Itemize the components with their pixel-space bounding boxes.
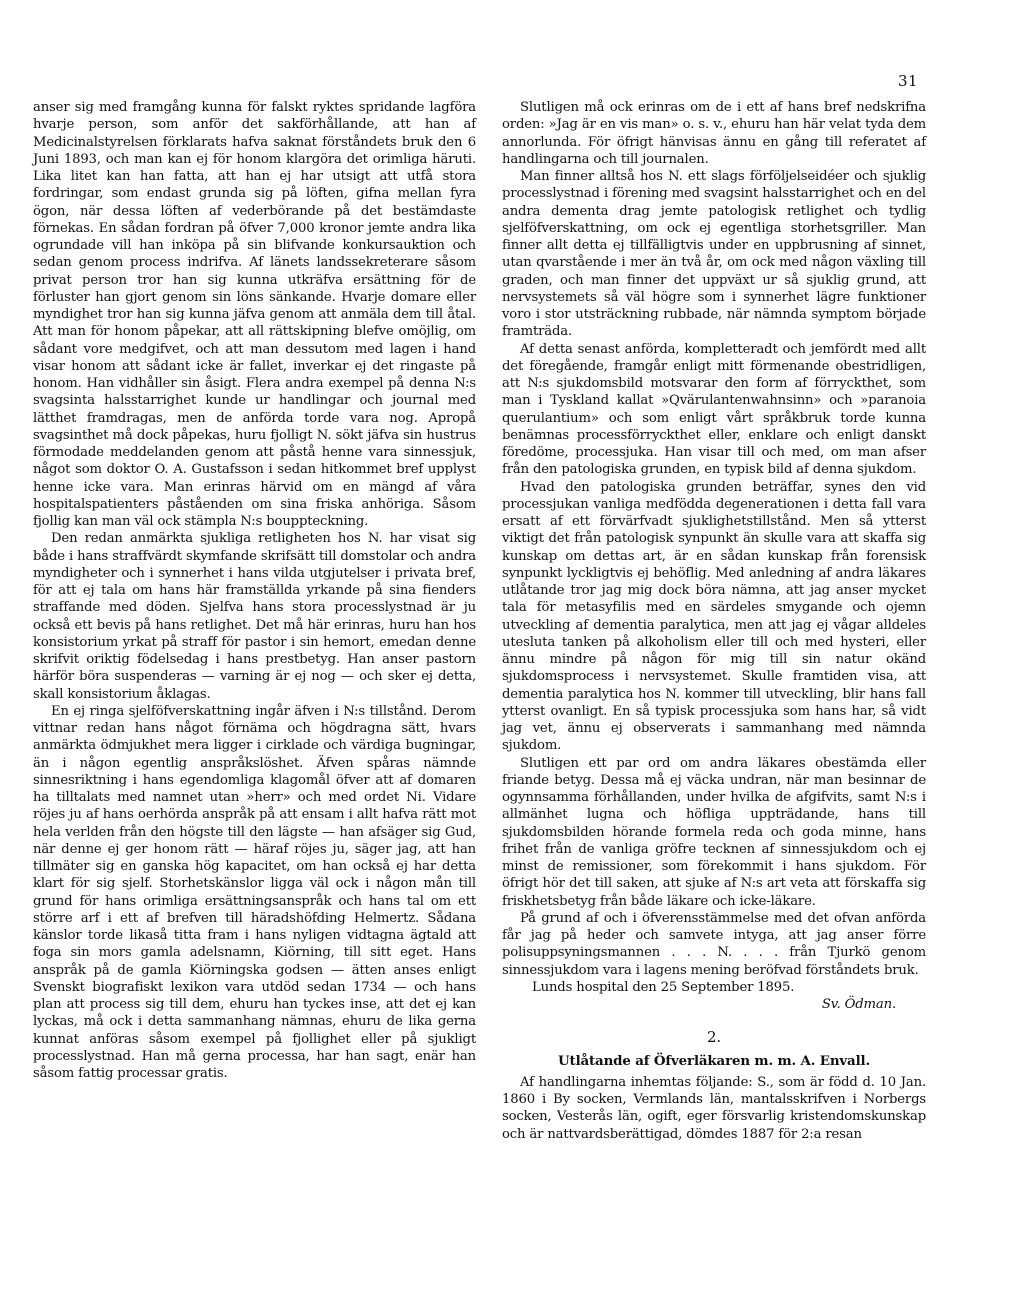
paragraph: Man finner alltså hos N. ett slags förföljelseidéer och sjuklig processlystnad i förening med svagsint halsstarrighet och en del andra dementa drag jemte patologisk retlighet och tydlig sjelföfverskattning, om ock ej egentliga storhetsgriller. Man finner allt detta ej tillfälligtvis under en uppbrusning af sinnet, utan qvarstående i mer än två år, om ock med någon växling till graden, och man finner det uppväxt ur så sjuklig grund, att nervsystemets så väl högre som i synnerhet lägre funktioner voro i stor utsträckning rubbade, när nämnda symptom började framträda.: [502, 169, 926, 340]
paragraph: På grund af och i öfverensstämmelse med det ofvan anförda får jag på heder och samvete intyga, att jag anser förre polisuppsyningsmannen . . . N. . . . från Tjurkö genom sinnessjukdom vara i lagens mening beröfvad förståndets bruk.: [502, 910, 926, 978]
section-number: 2.: [706, 1028, 721, 1047]
paragraph: Slutligen må ock erinras om de i ett af hans bref nedskrifna orden: »Jag är en vis man» o. s. v., ehuru han här velat tyda dem annorlunda. För öfrigt hänvisas ännu en gång till referatet af handlingarna och till journalen.: [502, 100, 926, 167]
paragraph: Hvad den patologiska grunden beträffar, synes den vid processjukan vanliga medfödda degenerationen i detta fall vara ersatt af ett förvärfvadt sjuklighetstillstånd. Men så ytterst viktigt det från patologisk synpunkt än skulle vara att skaffa sig kunskap om dettas art, är en sådan kunskap från forensisk synpunkt lyckligtvis ej behöflig. Med anledning af andra läkares utlåtande tror jag mig dock böra nämna, att jag anser mycket tala för metasyfilis med en särdeles smygande och ojemn utveckling af dementia paralytica, men att jag ej vågar alldeles utesluta tanken på alkoholism eller till och med hysteri, eller ännu mindre på någon för mig till sin natur okänd sjukdomsprocess i nervsystemet. Skulle framtiden visa, att dementia paralytica hos N. kommer till utveckling, blir hans fall ytterst ovanligt. En så typisk processjuka som hans har, så vidt jag vet, ännu ej observerats i sammanhang med nämnda sjukdom.: [502, 479, 926, 754]
signature: Sv. Ödman.: [821, 997, 896, 1012]
left-column: [33, 99, 476, 1082]
right-column: [502, 99, 926, 1143]
paragraph: Af detta senast anförda, kompletteradt och jemfördt med allt det föregående, framgår enligt mitt förmenande obestridligen, att N:s sjukdomsbild motsvarar den form af förryckthet, som man i Tyskland kallat »Qvärulantenwahnsinn» och »paranoia querulantium» och som enligt vårt språkbruk torde kunna benämnas processförryckthet eller, enklare och enligt danskt föredöme, processjuka. Han visar till och med, om man afser från den patologiska grunden, en typisk bild af denna sjukdom.: [502, 341, 926, 478]
page-number: 31: [898, 72, 919, 90]
section-title: Utlåtande af Öfverläkaren m. m. A. Envall.: [558, 1052, 870, 1069]
paragraph: Af handlingarna inhemtas följande: S., som är född d. 10 Jan. 1860 i By socken, Vermlands län, mantalsskrifven i Norbergs socken, Vesterås län, ogift, eger försvarlig kristendomskunskap och är nattvardsberättigad, dömdes 1887 för 2:a resan: [502, 1074, 926, 1142]
date-line: Lunds hospital den 25 September 1895.: [532, 979, 795, 995]
paragraph: Slutligen ett par ord om andra läkares obestämda eller friande betyg. Dessa må ej väcka undran, när man besinnar de ogynnsamma förhållanden, under hvilka de afgifvits, samt N:s i allmänhet lugna och höfliga uppträdande, hans till sjukdomsbilden hörande formela reda och goda minne, hans frihet från de vanliga gröfre tecknen af sinnessjukdom och ej minst de remissioner, som förekommit i hans sjukdom. För öfrigt hör det till saken, att sjuke af N:s art veta att förskaffa sig friskhetsbetyg från både läkare och icke-läkare.: [502, 755, 926, 909]
paragraph: anser sig med framgång kunna för falskt ryktes spridande lagföra hvarje person, som anför det sakförhållande, att han af Medicinalstyrelsen förklarats hafva saknat förståndets bruk den 6 Juni 1893, och man kan ej för honom klargöra det orimliga häruti. Lika litet kan han fatta, att han ej har utsigt att utfå stora fordringar, som endast grunda sig på löften, gifna mellan fyra ögon, när dessa löften af vederbörande på det bestämdaste förnekas. En sådan fordran på öfver 7,000 kronor jemte andra lika ogrundade vill han inköpa på sin blifvande konkursauktion och sedan genom process indrifva. Af länets landssekreterare såsom privat person tror han sig kunna utkräfva ersättning för de förluster han gjort genom sin löns sänkande. Hvarje domare eller myndighet tror han sig kunna jäfva genom att anmäla dem till åtal. Att man för honom påpekar, att all rättskipning blefve omöjlig, om sådant vore medgifvet, och att man dessutom med lagen i hand visar honom att sådant icke är fallet, inverkar ej det ringaste på honom. Han vidhåller sin åsigt. Flera andra exempel på denna N:s svagsinta halsstarrighet kunde ur handlingar och journal med lätthet framdragas, men de anförda torde vara nog. Apropå svagsinthet må dock påpekas, huru fjolligt N. sökt jäfva sin hustrus förmodade meddelanden genom att påstå henne vara sinnessjuk, något som doktor O. A. Gustafsson i sedan hitkommet bref upplyst henne icke vara. Man erinras härvid om en mängd af våra hospitalspatienters påståenden om sina friska anhöriga. Såsom fjollig kan man väl ock stämpla N:s bouppteckning.: [33, 100, 476, 529]
paragraph: En ej ringa sjelföfverskattning ingår äfven i N:s tillstånd. Derom vittnar redan hans något förnäma och högdragna sätt, hvars anmärkta ödmjukhet mera ligger i cirklade och värdiga bugningar, än i någon egentlig anspråkslöshet. Äfven spåras nämnde sinnesriktning i hans egendomliga klagomål öfver att af domaren ha tilltalats med namnet utan »herr» och med ordet Ni. Vidare röjes ju af hans oerhörda anspråk på att ensam i allt hafva rätt mot hela verlden från den högste till den lägste — han afsäger sig Gud, när denne ej ger honom rätt — häraf röjes ju, säger jag, att han tillmäter sig en ganska hög kapacitet, om han också ej har detta klart för sig sjelf. Storhetskänslor ligga väl ock i någon mån till grund för hans orimliga ersättningsanspråk och hans tal om ett större arf i ett af brefven till häradshöfding Helmertz. Sådana känslor torde likaså titta fram i hans nyligen vidtagna ägtald att foga sin mors gamla adelsnamn, Kiörning, till sitt eget. Hans anspråk på de gamla Kiörningska godsen — ätten anses enligt Svenskt biografiskt lexikon vara utdöd sedan 1734 — och hans plan att process sig till dem, ehuru han tyckes inse, att det ej kan lyckas, må ock i detta sammanhang nämnas, ehuru de lika gerna kunnat anföras såsom exempel på fjollighet eller på sjukligt processlystnad. Han må gerna processa, har han sagt, enär han såsom fattig processar gratis.: [33, 703, 476, 1081]
paragraph: Den redan anmärkta sjukliga retligheten hos N. har visat sig både i hans straffvärdt skymfande skrifsätt till domstolar och andra myndigheter och i synnerhet i hans vilda utgjutelser i privata bref, för att ej tala om hans här framställda yrkande på sina fienders straffande med döden. Sjelfva hans stora processlystnad är ju också ett bevis på hans retlighet. Det må här erinras, huru han hos konsistorium yrkat på straff för pastor i sin hemort, emedan denne skrifvit oriktig födelsedag i hans prestbetyg. Han anser pastorn härför böra suspenderas — varning är ej nog — och sker ej detta, skall konsistorium åklagas.: [33, 531, 476, 702]
